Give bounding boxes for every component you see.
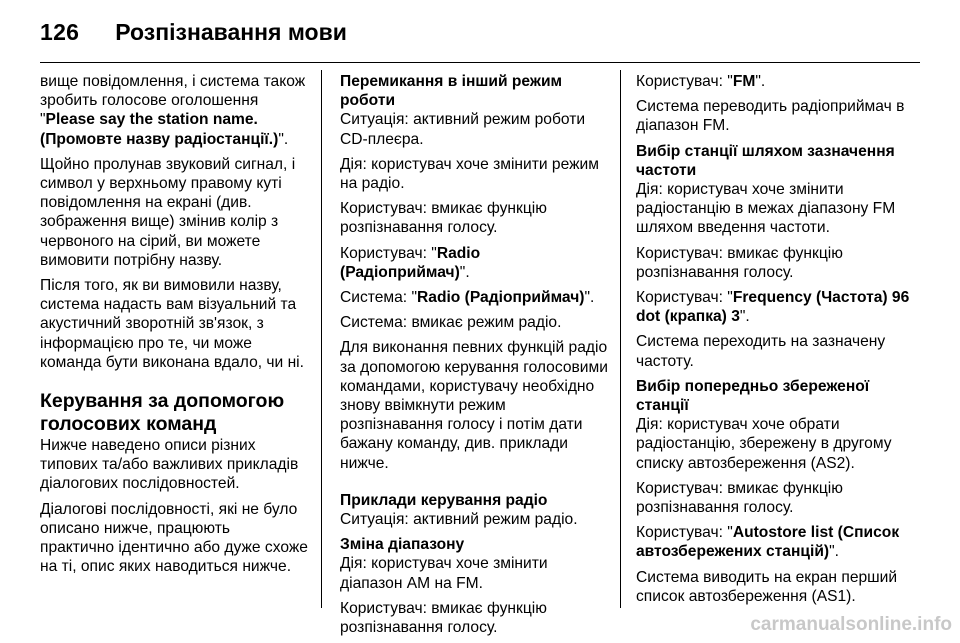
paragraph: Щойно пролунав звуковий сигнал, і символ у верхньому правому куті повідомлення на екрані (див. зображення вище) змінив колір з червоного на сірий, ви можете вимовити потрібну назву. <box>40 155 296 269</box>
paragraph: Користувач: "Frequency (Частота) 96 dot (крапка) 3". <box>636 289 910 326</box>
watermark: carmanualsonline.info <box>750 614 952 635</box>
paragraph: Користувач: вмикає функцію розпізнавання голосу. <box>636 479 843 517</box>
column-divider-1 <box>321 70 322 608</box>
paragraph: Система: "Radio (Радіоприймач)". <box>340 289 595 307</box>
paragraph: Система виводить на екран перший список автозбереження (AS1). <box>636 568 898 605</box>
paragraph: Користувач: вмикає функцію розпізнавання голосу. <box>340 200 547 237</box>
paragraph: Користувач: вмикає функцію розпізнавання голосу. <box>340 599 547 637</box>
paragraph: Система: вмикає режим радіо. <box>340 314 562 332</box>
page-header <box>40 14 347 50</box>
paragraph: Система переходить на зазначену частоту. <box>636 333 886 370</box>
paragraph: Дія: користувач хоче змінити режим на радіо. <box>340 155 599 193</box>
paragraph: Дія: користувач хоче змінити радіостанцію в межах діапазону FM шляхом введення частоти. <box>636 181 896 237</box>
subsection-title: Вибір попередньо збереженої станції <box>636 377 870 415</box>
paragraph: Користувач: "Radio (Радіоприймач)". <box>340 244 481 281</box>
paragraph: вище повідомлення, і система також зробить голосове оголошення "Please say the station name. (Промовте назву радіостанції.)". <box>40 73 306 148</box>
paragraph: Дія: користувач хоче обрати радіостанцію, збережену в другому списку автозбереження (AS2). <box>636 416 892 472</box>
subsection-title: Вибір станції шляхом зазначення частоти <box>636 142 895 179</box>
paragraph: Система переводить радіоприймач в діапазон FM. <box>636 98 905 135</box>
paragraph: Діалогові послідовності, які не було описано нижче, працюють практично ідентично або дуже схоже на ті, опис яких наводиться нижче. <box>40 500 308 576</box>
subsection-title: Приклади керування радіо <box>340 491 548 509</box>
paragraph: Для виконання певних функцій радіо за допомогою керування голосовими командами, користувачу необхідно знову ввімкнути режим розпізнавання голосу і потім дати бажану команду, див. приклади нижче. <box>340 339 608 472</box>
column-divider-2 <box>620 70 621 608</box>
paragraph: Ситуація: активний режим радіо. <box>340 511 578 529</box>
column-3 <box>636 72 910 612</box>
paragraph: Нижче наведено описи різних типових та/або важливих прикладів діалогових послідовностей. <box>40 437 299 493</box>
paragraph: Користувач: вмикає функцію розпізнавання голосу. <box>636 244 843 281</box>
subsection-title: Перемикання в інший режим роботи <box>340 73 563 110</box>
paragraph: Користувач: "Autostore list (Список автозбережених станцій)". <box>636 524 900 561</box>
page-title: Розпізнавання мови <box>115 18 347 45</box>
paragraph: Після того, як ви вимовили назву, система надасть вам візуальний та акустичний зворотній зв'язок, з інформацією про те, чи може команда бути виконана вдало, чи ні. <box>40 277 304 371</box>
header-rule <box>40 62 920 63</box>
page-number: 126 <box>40 18 80 45</box>
paragraph: Ситуація: активний режим роботи CD-плеєра. <box>340 111 586 148</box>
paragraph: Дія: користувач хоче змінити діапазон AM на FM. <box>340 555 548 592</box>
column-2 <box>340 72 608 643</box>
subsection-title: Зміна діапазону <box>340 536 465 554</box>
paragraph: Користувач: "FM". <box>636 73 766 90</box>
column-1 <box>40 72 308 582</box>
section-heading: Керування за допомогою голосових команд <box>40 390 285 436</box>
